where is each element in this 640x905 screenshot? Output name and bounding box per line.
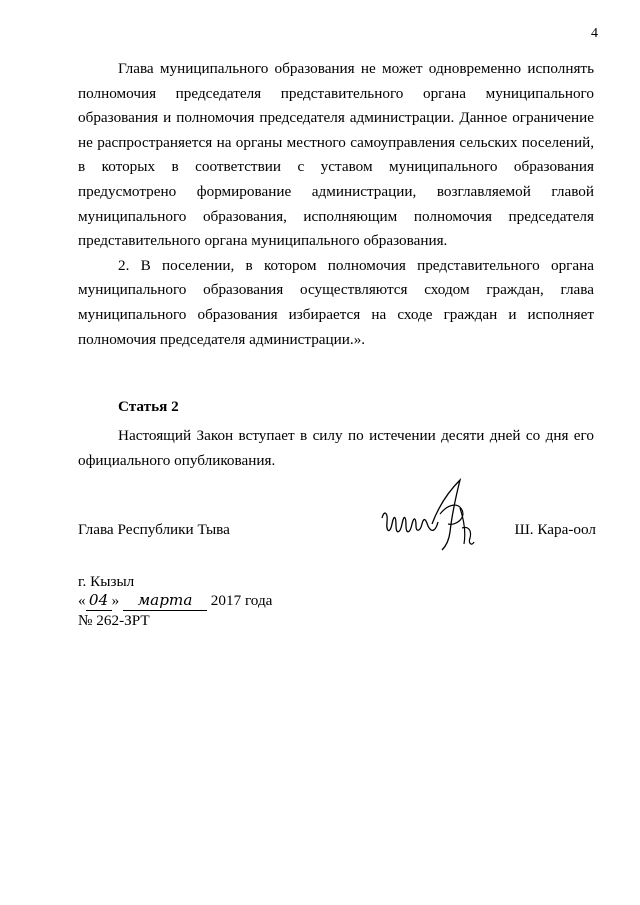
signatory-position: Глава Республики Тыва [78,521,230,538]
handwritten-signature [376,474,486,560]
date-close-quote: » [111,592,120,609]
paragraph-head-restriction: Глава муниципального образования не может одновременно исполнять полномочия председателя представительного органа муниципального образования и полномочия председателя администрации. Данное ограничение не распространяется на органы местного самоуправления сельских поселений, в которых в соответствии с уставом муниципального образования предусмотрено формирование администрации, возглавляемой главой муниципального образования, исполняющим полномочия председателя представительного органа муниципального образования. [78,60,594,250]
date-of-signing [78,591,272,611]
signatory-name: Ш. Кара-оол [514,521,596,538]
date-month-handwritten: марта [123,591,207,611]
date-day-handwritten: 04 [86,591,112,611]
law-number: № 262-ЗРТ [78,612,150,629]
date-open-quote: « [78,592,86,609]
article-heading: Статья 2 [118,398,179,415]
article-paragraph: Настоящий Закон вступает в силу по истечении десяти дней со дня его официального опубликования. [78,427,594,469]
place-of-signing: г. Кызыл [78,573,135,590]
law-text-body [78,57,594,352]
page-number: 4 [591,26,598,41]
paragraph-settlement-gathering: 2. В поселении, в котором полномочия представительного органа муниципального образования осуществляются сходом граждан, глава муниципального образования избирается на сходе граждан и исполняет полномочия председателя администрации.». [78,256,594,348]
article-text [78,424,594,473]
place-date-number-block [78,572,272,630]
date-year: 2017 года [210,592,273,609]
